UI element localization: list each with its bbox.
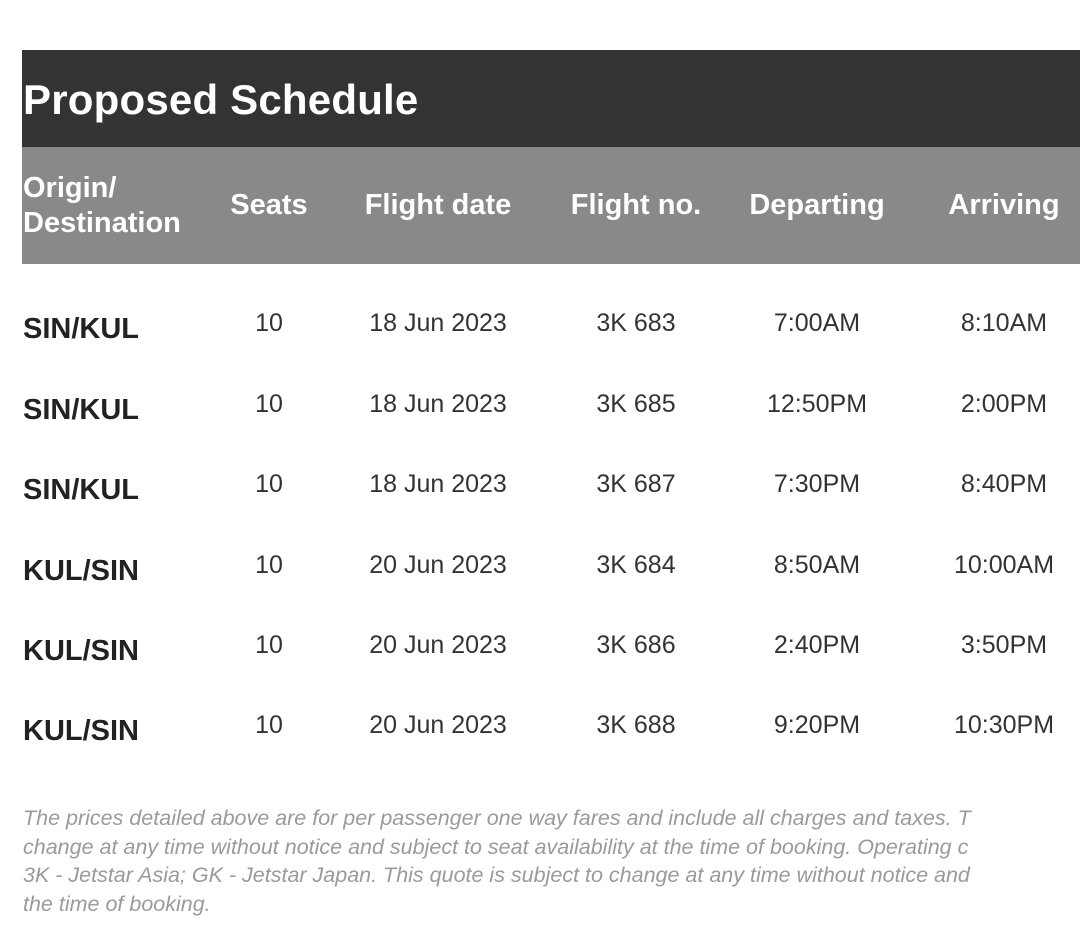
header-departing: Departing [749, 189, 885, 221]
page-title: Proposed Schedule [23, 76, 419, 123]
table-row [22, 700, 1080, 750]
seats-cell: 10 [255, 308, 283, 337]
flight-no-cell: 3K 683 [596, 308, 676, 337]
flight-date-cell: 18 Jun 2023 [369, 389, 507, 418]
seats-cell: 10 [255, 630, 283, 659]
departing-cell: 2:40PM [773, 630, 861, 659]
departing-cell: 9:20PM [773, 710, 861, 739]
seats-cell: 10 [255, 389, 283, 418]
seats-cell: 10 [255, 710, 283, 739]
header-seats: Seats [230, 189, 308, 221]
table-row [22, 620, 1080, 670]
table-row [22, 379, 1080, 429]
header-origin-line1: Origin/ [23, 171, 117, 204]
arriving-cell: 3:50PM [960, 630, 1048, 659]
flight-date-cell: 20 Jun 2023 [369, 630, 507, 659]
flight-no-cell: 3K 687 [596, 469, 676, 498]
route-cell: KUL/SIN [23, 554, 139, 587]
table-row [22, 459, 1080, 509]
disclaimer-line: The prices detailed above are for per passenger one way fares and include all charges and taxes. T [23, 806, 971, 830]
flight-date-cell: 18 Jun 2023 [369, 469, 507, 498]
disclaimer-line: 3K - Jetstar Asia; GK - Jetstar Japan. This quote is subject to change at any time without notice and [23, 863, 970, 887]
route-cell: KUL/SIN [23, 634, 139, 667]
arriving-cell: 10:00AM [953, 550, 1055, 579]
departing-cell: 7:00AM [773, 308, 861, 337]
seats-cell: 10 [255, 550, 283, 579]
route-cell: KUL/SIN [23, 714, 139, 747]
route-cell: SIN/KUL [23, 473, 139, 506]
flight-date-cell: 20 Jun 2023 [369, 710, 507, 739]
title-bar [22, 50, 1080, 147]
arriving-cell: 10:30PM [953, 710, 1055, 739]
disclaimer-line: change at any time without notice and subject to seat availability at the time of booking. Operating c [23, 834, 969, 859]
header-flight-date: Flight date [364, 189, 512, 221]
header-arriving: Arriving [948, 189, 1060, 221]
flight-no-cell: 3K 688 [596, 710, 676, 739]
header-origin-destination [23, 147, 213, 264]
arriving-cell: 8:40PM [960, 469, 1048, 498]
flight-no-cell: 3K 685 [596, 389, 676, 418]
departing-cell: 8:50AM [773, 550, 861, 579]
table-header [22, 147, 1080, 264]
flight-date-cell: 18 Jun 2023 [369, 308, 507, 337]
flight-date-cell: 20 Jun 2023 [369, 550, 507, 579]
route-cell: SIN/KUL [23, 393, 139, 426]
arriving-cell: 2:00PM [960, 389, 1048, 418]
header-flight-no: Flight no. [570, 189, 702, 221]
route-cell: SIN/KUL [23, 312, 139, 345]
header-origin-line2: Destination [23, 206, 181, 239]
flight-no-cell: 3K 686 [596, 630, 676, 659]
departing-cell: 7:30PM [773, 469, 861, 498]
flight-no-cell: 3K 684 [596, 550, 676, 579]
arriving-cell: 8:10AM [960, 308, 1048, 337]
departing-cell: 12:50PM [766, 389, 868, 418]
fare-disclaimer [23, 804, 1080, 918]
table-row [22, 540, 1080, 590]
disclaimer-line: the time of booking. [23, 891, 211, 916]
seats-cell: 10 [255, 469, 283, 498]
table-row [22, 298, 1080, 348]
